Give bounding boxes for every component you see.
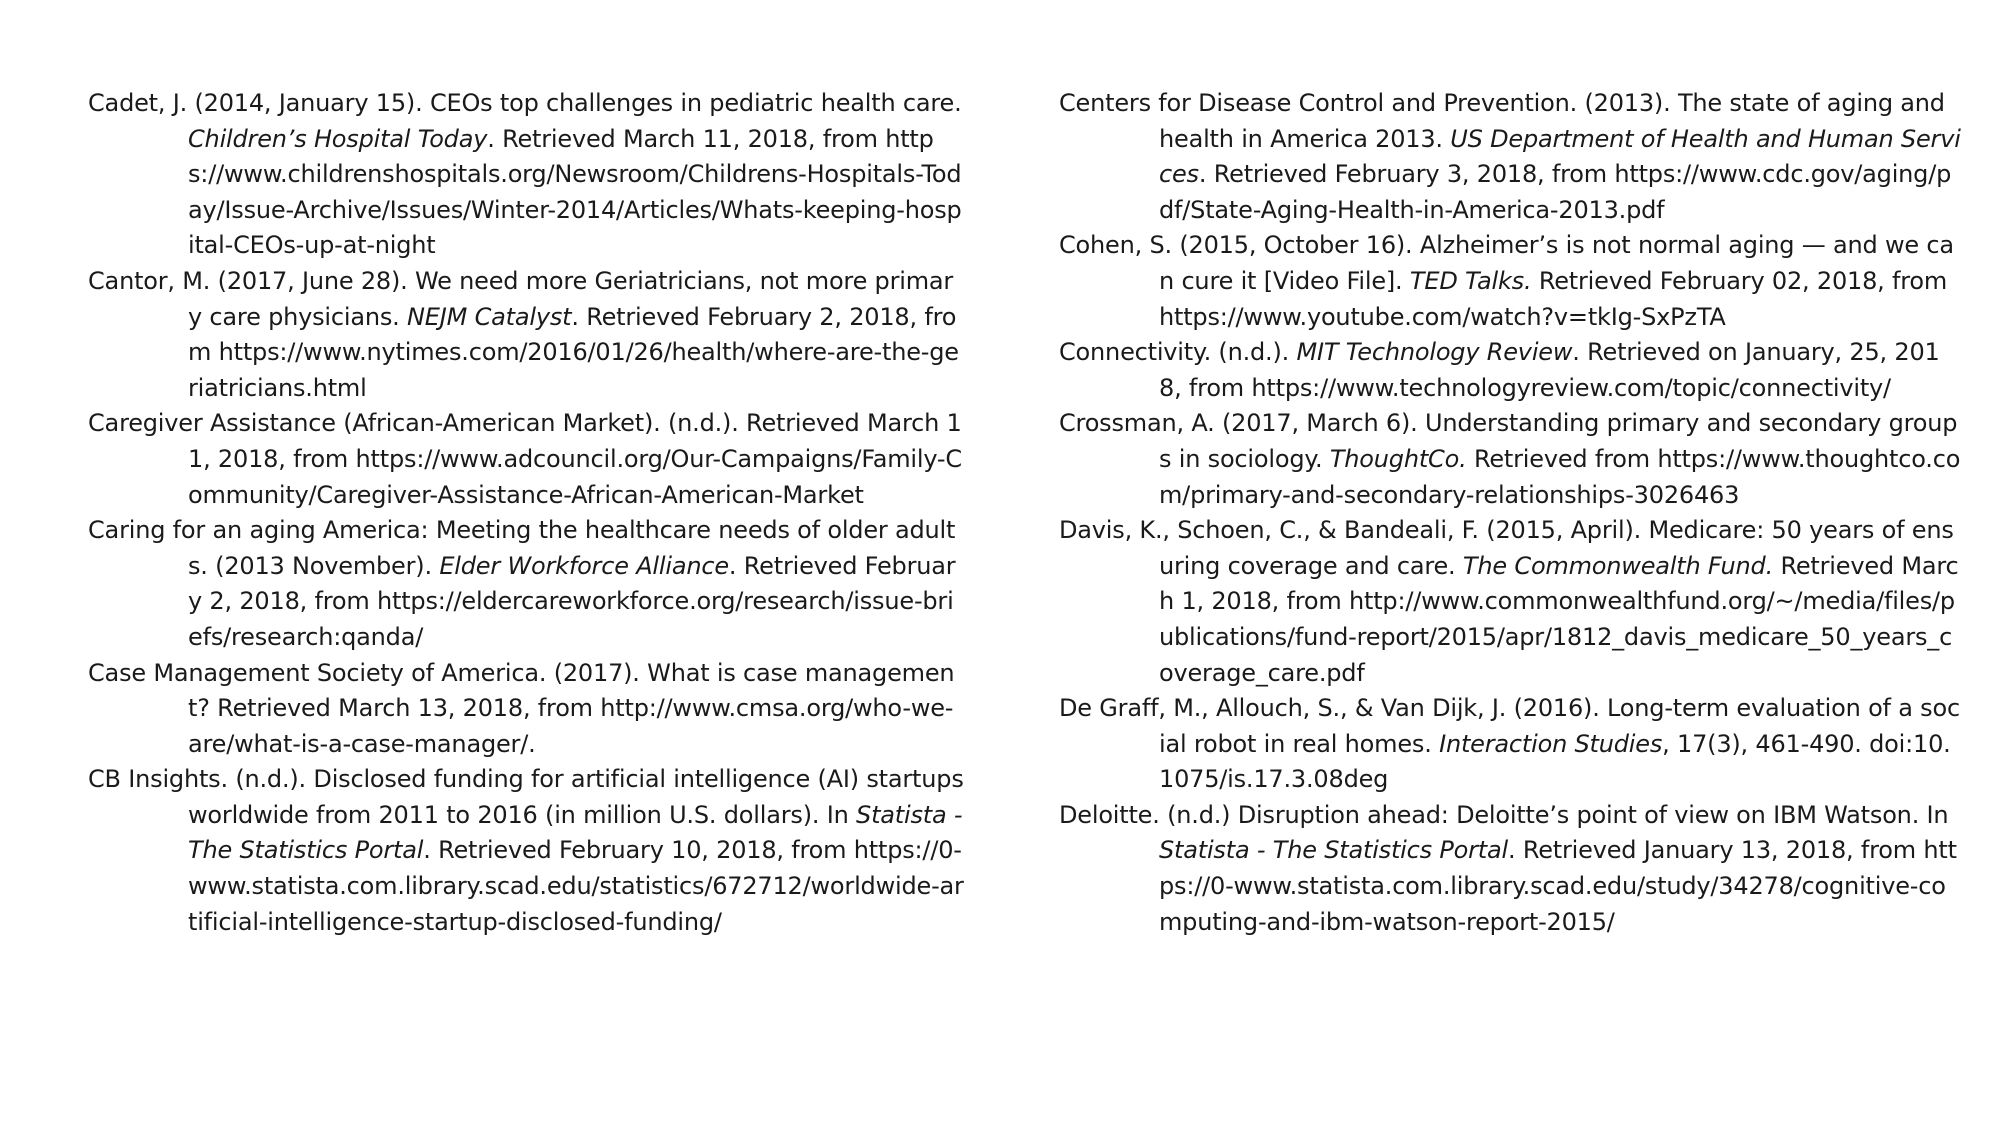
reference-cadet: Cadet, J. (2014, January 15). CEOs top challenges in pediatric health care. Children’s Hospital Today. Retrieved March 11, 2018, from https://www.childrenshospitals.org/Newsroom/Childrens-Hospitals-Today/Issue-Archive/Issues/Winter-2014/Articles/Whats-keeping-hospital-CEOs-up-at-night (88, 89, 962, 260)
reference-deloitte: Deloitte. (n.d.) Disruption ahead: Deloitte’s point of view on IBM Watson. In Statista - The Statistics Portal. Retrieved January 13, 2018, from https://0-www.statista.com.library.scad.edu/study/34278/cognitive-computing-and-ibm-watson-report-2015/ (1059, 800, 1957, 936)
reference-connectivity: Connectivity. (n.d.). MIT Technology Review. Retrieved on January, 25, 2018, from https://www.technologyreview.com/topic/connectivity/ (1059, 338, 1940, 402)
reference-cdc: Centers for Disease Control and Prevention. (2013). The state of aging and health in America 2013. US Department of Health and Human Services. Retrieved February 3, 2018, from https://www.cdc.gov/aging/pdf/State-Aging-Health-in-America-2013.pdf (1059, 89, 1961, 224)
reference-cb-insights: CB Insights. (n.d.). Disclosed funding for artificial intelligence (AI) startups worldwide from 2011 to 2016 (in million U.S. dollars). In Statista - The Statistics Portal. Retrieved February 10, 2018, from https://0-www.statista.com.library.scad.edu/statistics/672712/worldwide-artificial-intelligence-startup-disclosed-funding/ (88, 765, 964, 936)
reference-crossman: Crossman, A. (2017, March 6). Understanding primary and secondary groups in sociology. ThoughtCo. Retrieved from https://www.thoughtco.com/primary-and-secondary-relationships-3026463 (1059, 409, 1961, 509)
reference-caring-aging-america: Caring for an aging America: Meeting the healthcare needs of older adults. (2013 November). Elder Workforce Alliance. Retrieved February 2, 2018, from https://eldercareworkforce.org/research/issue-briefs/research:qanda/ (88, 516, 956, 651)
references-right-column (1059, 86, 1962, 940)
reference-case-management-society: Case Management Society of America. (2017). What is case management? Retrieved March 13, 2018, from http://www.cmsa.org/who-we-are/what-is-a-case-manager/. (88, 658, 955, 758)
reference-davis: Davis, K., Schoen, C., & Bandeali, F. (2015, April). Medicare: 50 years of ensuring coverage and care. The Commonwealth Fund. Retrieved March 1, 2018, from http://www.commonwealthfund.org/~/media/files/publications/fund-report/2015/apr/1812_davis_medicare_50_years_coverage_care.pdf (1059, 516, 1959, 687)
reference-cantor: Cantor, M. (2017, June 28). We need more Geriatricians, not more primary care physicians. NEJM Catalyst. Retrieved February 2, 2018, from https://www.nytimes.com/2016/01/26/health/where-are-the-geriatricians.html (88, 266, 959, 402)
reference-de-graff: De Graff, M., Allouch, S., & Van Dijk, J. (2016). Long-term evaluation of a social robot in real homes. Interaction Studies, 17(3), 461-490. doi:10.1075/is.17.3.08deg (1059, 694, 1960, 794)
reference-cohen: Cohen, S. (2015, October 16). Alzheimer’s is not normal aging — and we can cure it [Video File]. TED Talks. Retrieved February 02, 2018, from https://www.youtube.com/watch?v=tkIg-SxPzTA (1059, 231, 1954, 331)
reference-caregiver-assistance: Caregiver Assistance (African-American Market). (n.d.). Retrieved March 11, 2018, from https://www.adcouncil.org/Our-Campaigns/Family-Community/Caregiver-Assistance-African-American-Market (88, 409, 962, 509)
references-left-column (88, 86, 966, 940)
